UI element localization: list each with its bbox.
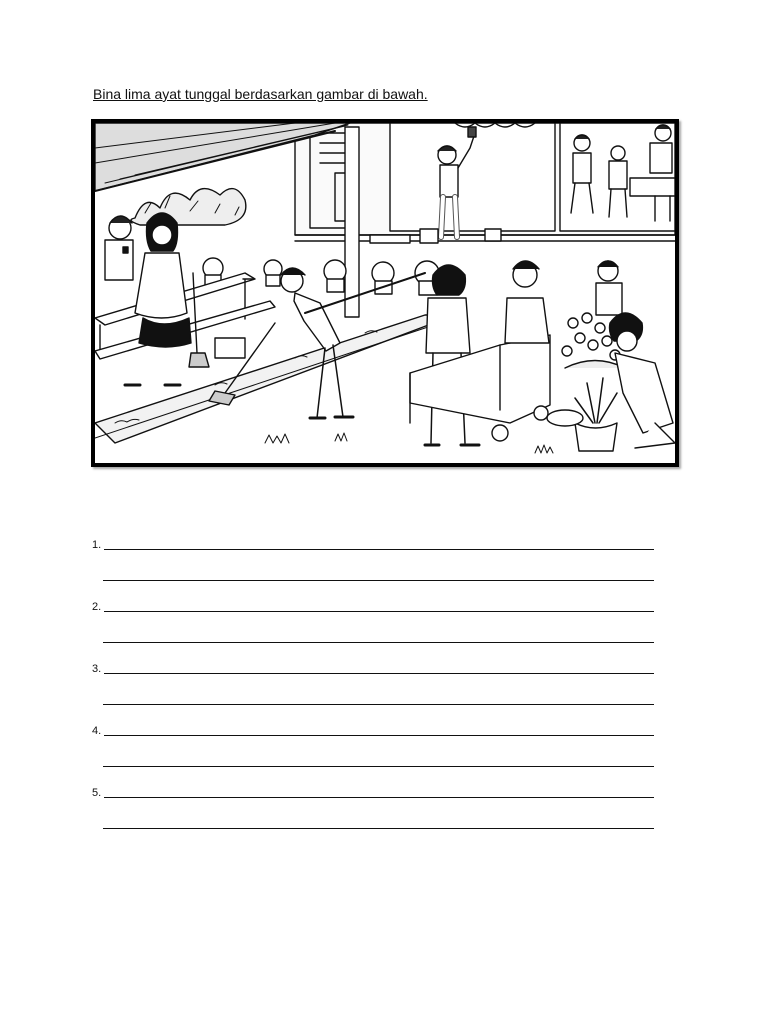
answer-number: 1. [92, 539, 102, 551]
boy-left [105, 216, 133, 280]
answer-line[interactable] [104, 611, 654, 612]
answer-number: 5. [92, 787, 102, 799]
answer-line[interactable] [104, 797, 654, 798]
boy-near-flowers [596, 261, 622, 315]
worksheet-instruction: Bina lima ayat tunggal berdasarkan gambar di bawah. [93, 86, 428, 102]
illustration-frame [91, 119, 679, 467]
answer-number: 3. [92, 663, 102, 675]
answer-line-continuation[interactable] [103, 642, 654, 643]
answer-line-continuation[interactable] [103, 766, 654, 767]
answer-line[interactable] [104, 673, 654, 674]
answer-number: 4. [92, 725, 102, 737]
answer-line[interactable] [104, 549, 654, 550]
school-cleanup-illustration [95, 123, 675, 463]
answer-line-continuation[interactable] [103, 828, 654, 829]
pillar [345, 127, 359, 317]
answer-line[interactable] [104, 735, 654, 736]
answer-number: 2. [92, 601, 102, 613]
answer-line-continuation[interactable] [103, 580, 654, 581]
answer-line-continuation[interactable] [103, 704, 654, 705]
